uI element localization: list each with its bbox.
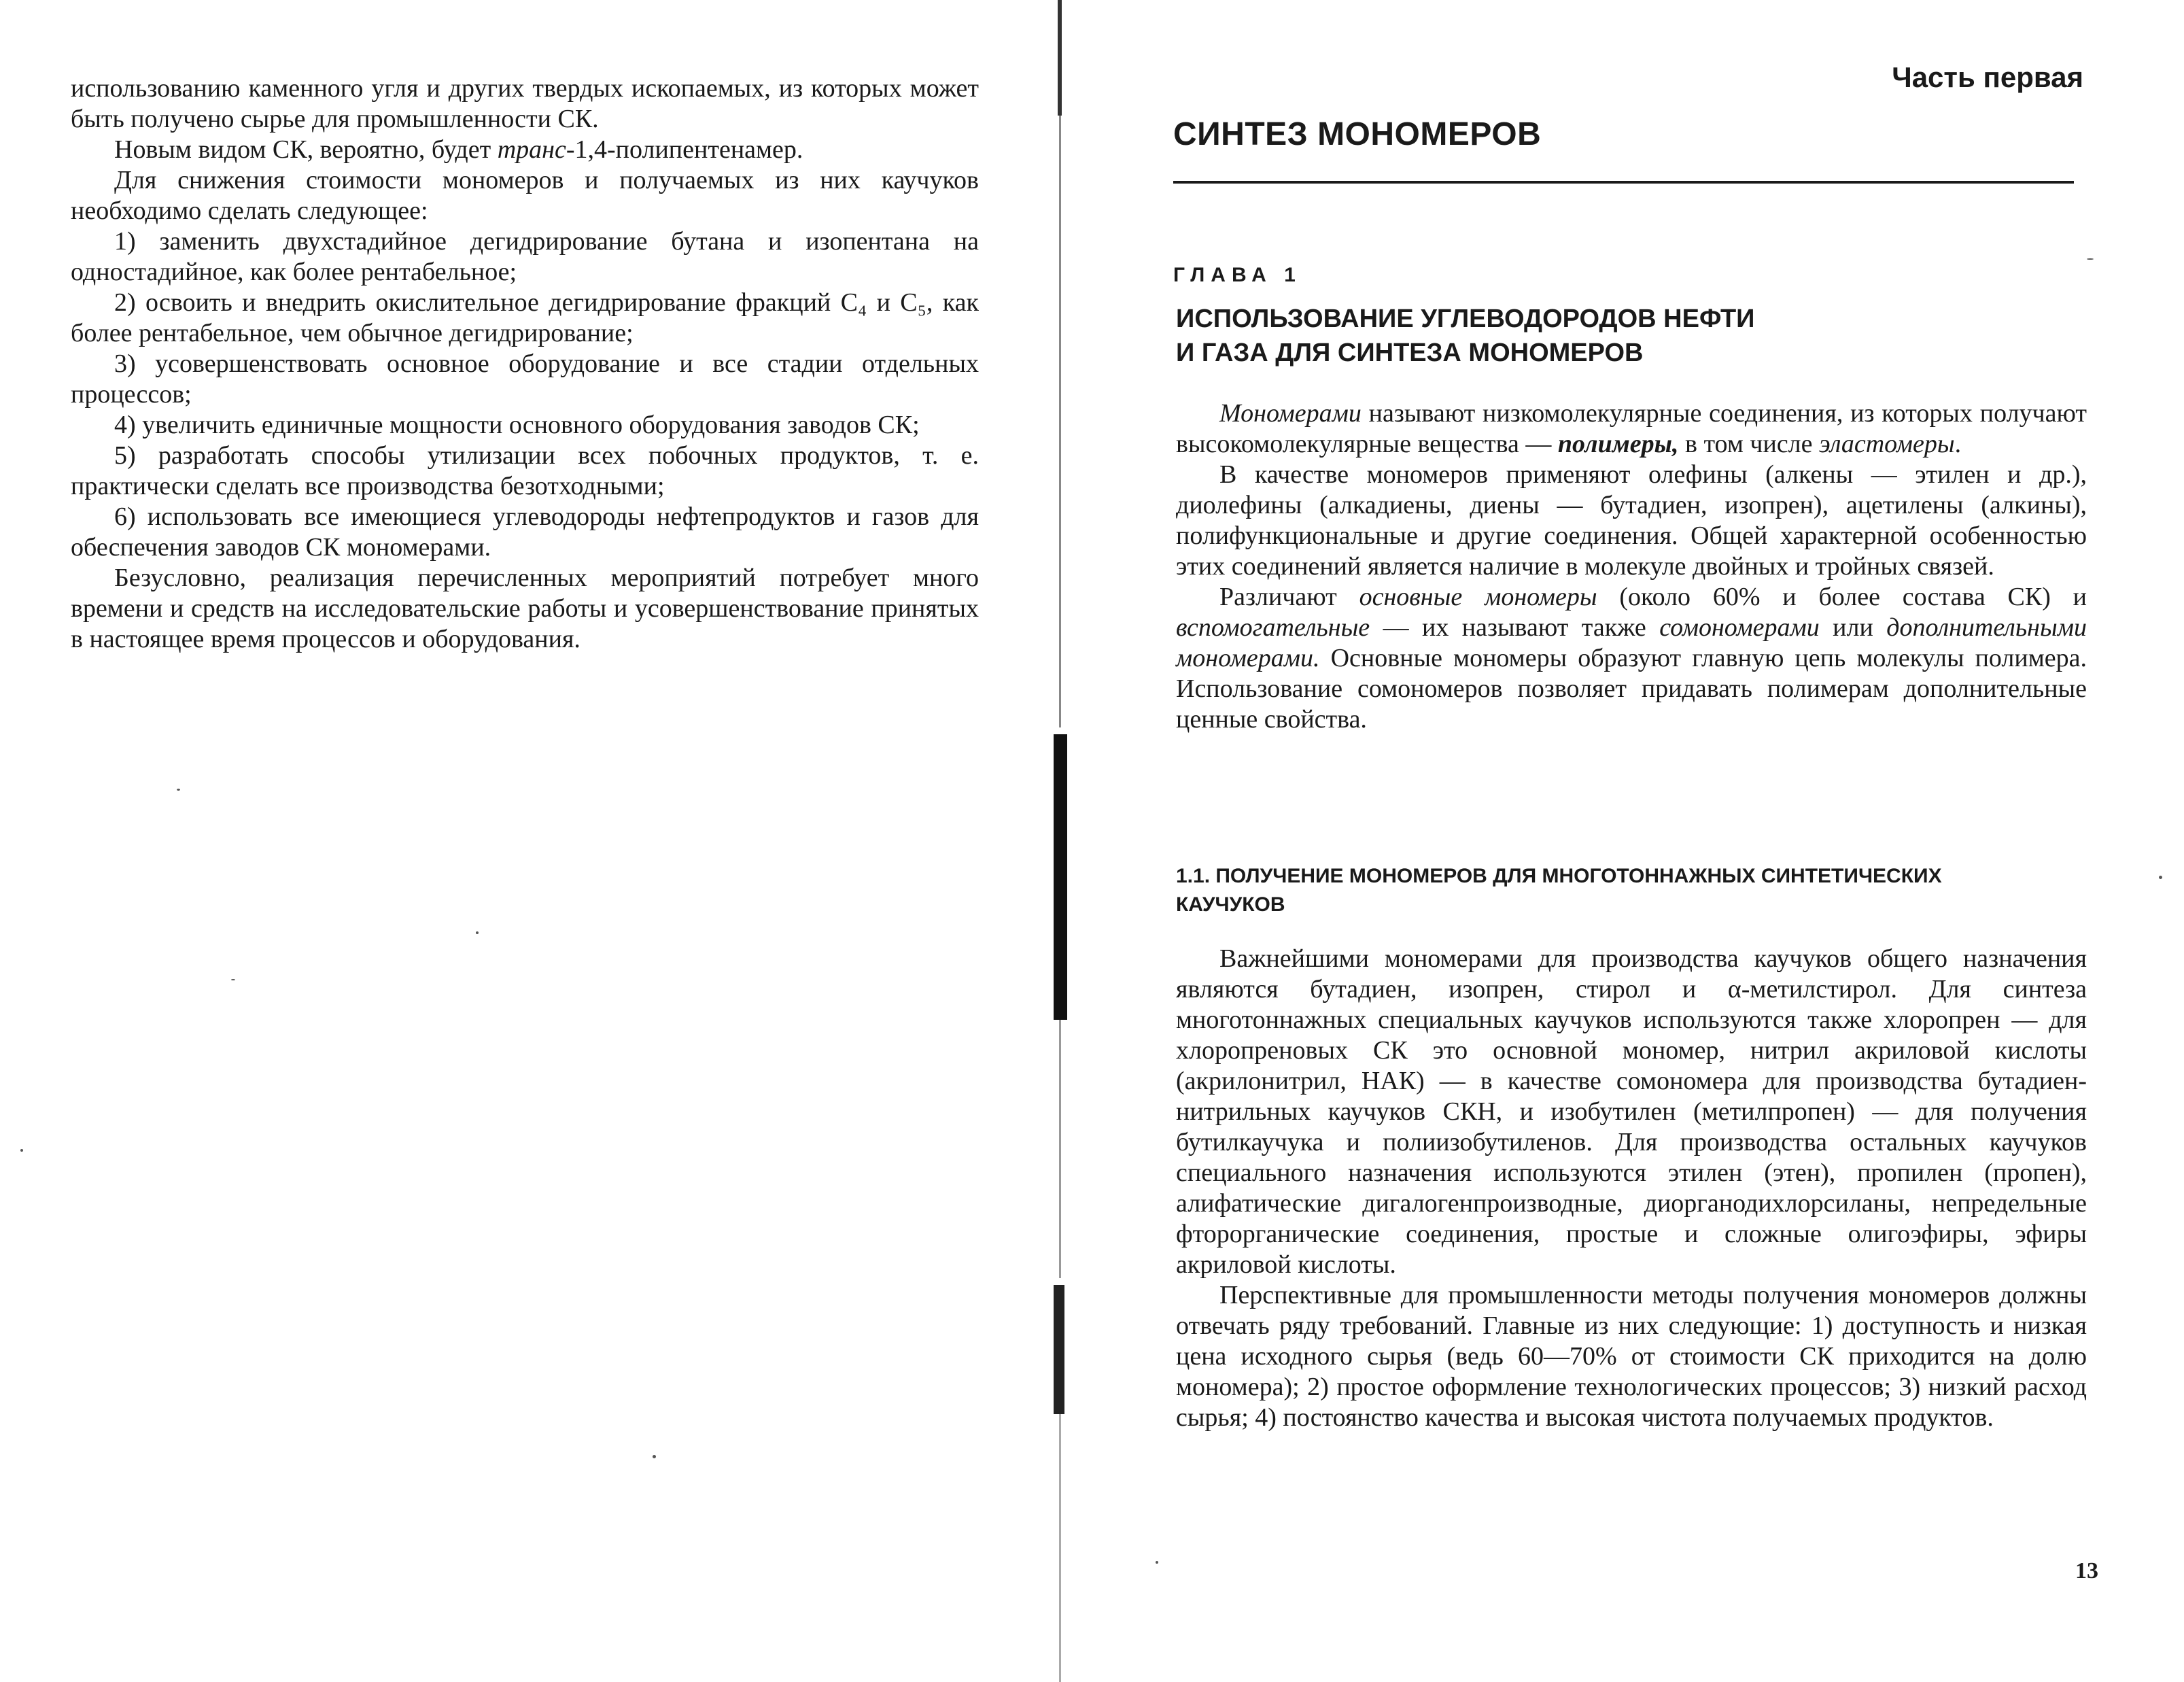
paragraph: Безусловно, реализация перечисленных мероприятий потребует много времени и средств на исследовательские работы и усовершенствование принятых в настоящее время процессов и оборудования. (71, 564, 979, 653)
page-number: 13 (2075, 1558, 2098, 1583)
italic-term: вспомогательные (1176, 613, 1370, 642)
text-run: или (1819, 613, 1887, 642)
text-run: (около 60% и более состава СК) и (1597, 583, 2087, 611)
scan-speck (177, 789, 180, 791)
paragraph: В качестве мономеров применяют олефины (алкены — этилен и др.), диолефины (алкадиены, диены — бутадиен, изопрен), ацетилены (алкины), полифункциональные и другие соединения. Общей характерной особенностью этих соединений является наличие в молекуле двойных и тройных связей. (1176, 460, 2087, 581)
text-run: называют низкомолекулярные соединения, из которых получают высокомолекулярные вещества — (1176, 399, 2087, 458)
binding-mark (1054, 1285, 1064, 1414)
paragraph: использованию каменного угля и других твердых ископаемых, из которых может быть получено сырье для промышленности СК. (71, 74, 979, 133)
paragraph: Перспективные для промышленности методы получения мономеров должны отвечать ряду требований. Главные из них следующие: 1) доступность и низкая цена исходного сырья (ведь 60—70% от стоимости СК приходится на долю мономера); 2) простое оформление технологических процессов; 3) низкий расход сырья; 4) постоянство качества и высокая чистота получаемых продуктов. (1176, 1281, 2087, 1432)
scan-speck (1156, 1561, 1158, 1564)
intro-text (1176, 398, 2087, 735)
right-page (1088, 0, 2184, 1682)
scan-speck (653, 1455, 656, 1458)
scan-speck (2159, 876, 2162, 879)
text-run: -1,4-полипентенамер. (566, 135, 803, 164)
binding-mark (1059, 1414, 1061, 1682)
text-run: Различают (1219, 583, 1359, 611)
paragraph: Важнейшими мономерами для производства каучуков общего назначения являются бутадиен, изопрен, стирол и α-метилстирол. Для синтеза многотоннажных специальных каучуков используются также хлоропрен — для хлоропреновых СК это основной мономер, нитрил акриловой кислоты (акрилонитрил, НАК) — в качестве сомономера для производства бутадиен-нитрильных каучуков СКН, и изобутилен (метилпропен) — для получения бутилкаучука и полиизобутиленов. Для производства остальных каучуков специального назначения используются этилен (этен), пропилен (пропен), алифатические дигалогенпроизводные, диорганодихлорсиланы, непредельные фторорганические соединения, простые и сложные олигоэфиры, эфиры акриловой кислоты. (1176, 944, 2087, 1279)
title-rule (1173, 181, 2074, 184)
binding-mark (1059, 1020, 1061, 1278)
scan-speck (2087, 258, 2094, 260)
chapter-label: ГЛАВА 1 (1173, 264, 1302, 286)
list-item: 3) усовершенствовать основное оборудование и все стадии отдельных процессов; (71, 349, 979, 409)
paragraph (1176, 582, 2087, 735)
part-title: Часть первая (1892, 61, 2083, 93)
italic-term: дополнительными мономерами. (1176, 613, 2087, 672)
section-title (1176, 862, 2087, 919)
left-page (0, 0, 1040, 1682)
binding-mark (1059, 116, 1061, 727)
text-run: Основные мономеры образуют главную цепь молекулы полимера. Использование сомономеров позволяет придавать полимерам дополнительные ценные свойства. (1176, 644, 2087, 734)
paragraph: Для снижения стоимости мономеров и получаемых из них каучуков необходимо сделать следующее: (71, 166, 979, 225)
left-page-text (71, 73, 979, 655)
main-title: СИНТЕЗ МОНОМЕРОВ (1173, 116, 1542, 152)
italic-term: полимеры, (1557, 430, 1679, 458)
list-item: 2) освоить и внедрить окислительное дегидрирование фракций С₄ и С₅, как более рентабельное, чем обычное дегидрирование; (71, 288, 979, 347)
binding-mark (1054, 734, 1067, 1020)
text-run: . (1954, 430, 1962, 458)
italic-term: основные мономеры (1359, 583, 1597, 611)
list-item: 5) разработать способы утилизации всех побочных продуктов, т. е. практически сделать все производства безотходными; (71, 441, 979, 500)
text-run: Новым видом СК, вероятно, будет (114, 135, 498, 164)
scan-speck (231, 979, 235, 980)
paragraph (71, 135, 979, 165)
paragraph (1176, 398, 2087, 460)
italic-term: Мономерами (1219, 399, 1362, 428)
italic-term: сомономерами (1659, 613, 1820, 642)
list-item: 4) увеличить единичные мощности основного оборудования заводов СК; (114, 411, 920, 439)
section-title-line: КАУЧУКОВ (1176, 893, 1285, 916)
italic-term: транс (497, 135, 566, 164)
text-run: — их называют также (1370, 613, 1660, 642)
italic-term: эластомеры (1819, 430, 1955, 458)
scan-speck (20, 1149, 23, 1152)
binding-mark (1058, 0, 1062, 116)
text-run: в том числе (1678, 430, 1820, 458)
section-title-line: 1.1. ПОЛУЧЕНИЕ МОНОМЕРОВ ДЛЯ МНОГОТОННАЖНЫХ СИНТЕТИЧЕСКИХ (1176, 865, 1942, 887)
section-text (1176, 944, 2087, 1433)
list-item: 1) заменить двухстадийное дегидрирование бутана и изопентана на одностадийное, как более рентабельное; (71, 227, 979, 286)
chapter-title (1176, 302, 2060, 370)
scan-speck (476, 931, 479, 934)
chapter-title-line: И ГАЗА ДЛЯ СИНТЕЗА МОНОМЕРОВ (1176, 339, 1644, 367)
chapter-title-line: ИСПОЛЬЗОВАНИЕ УГЛЕВОДОРОДОВ НЕФТИ (1176, 305, 1755, 333)
list-item: 6) использовать все имеющиеся углеводороды нефтепродуктов и газов для обеспечения заводов СК мономерами. (71, 502, 979, 562)
